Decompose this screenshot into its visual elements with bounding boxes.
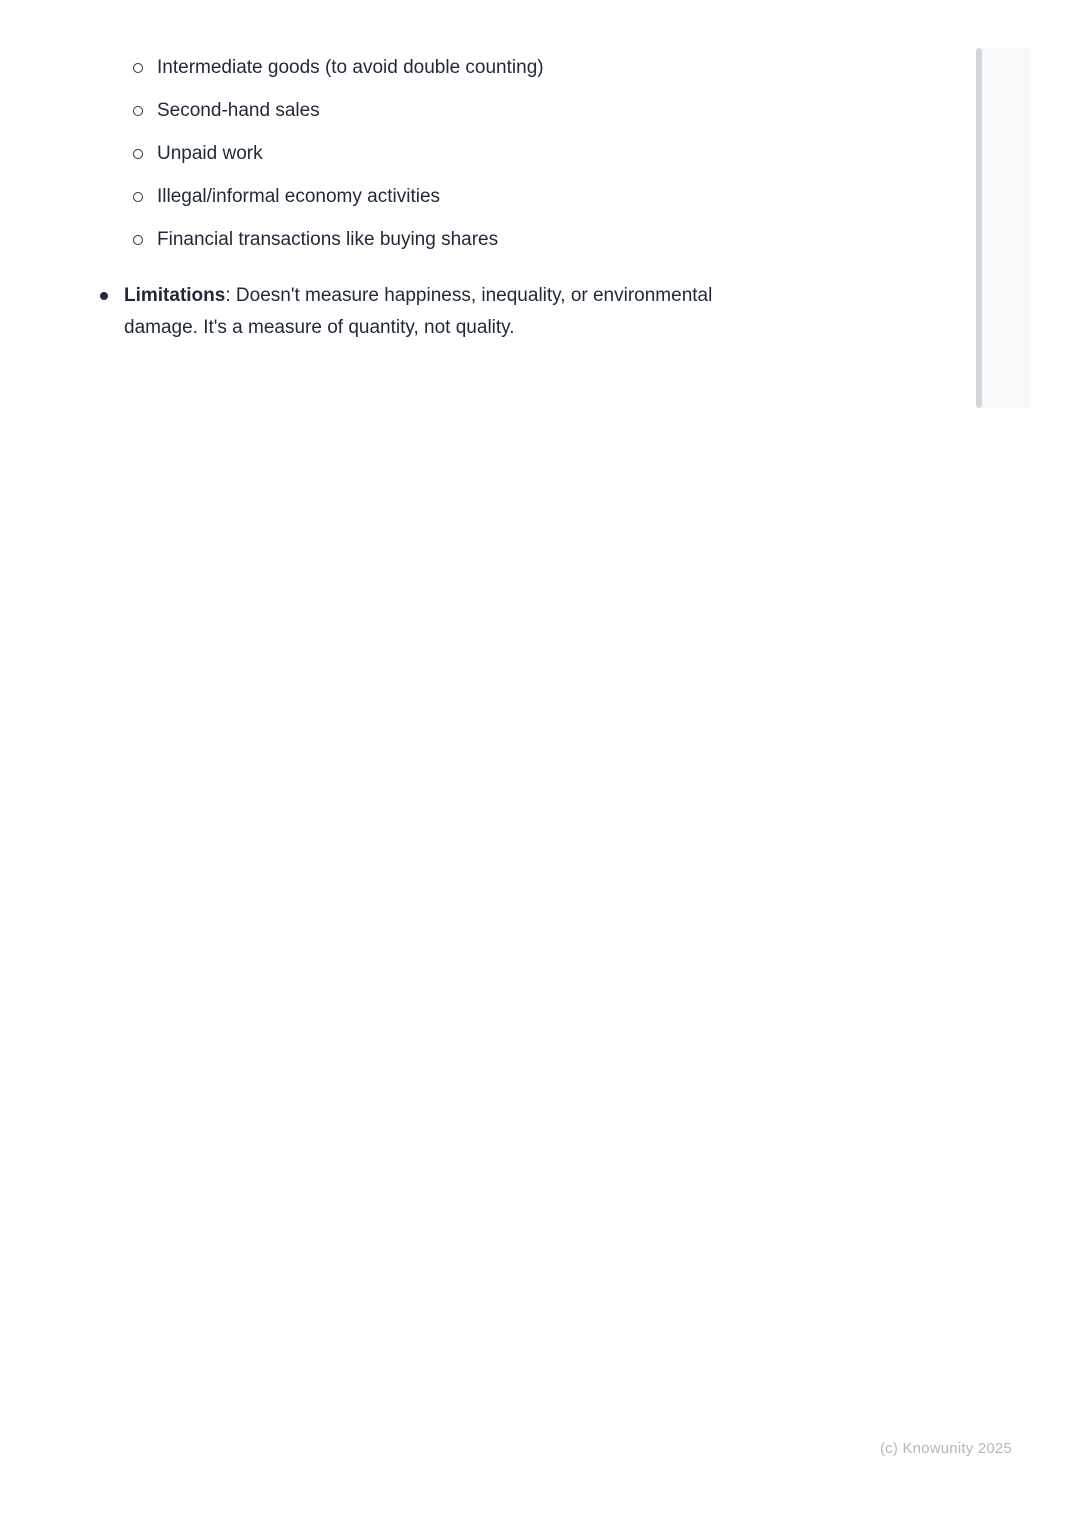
list-item	[133, 97, 544, 125]
circle-bullet-icon	[133, 192, 143, 202]
list-item	[133, 54, 544, 82]
disc-bullet-icon	[100, 292, 108, 300]
list-item-text: Illegal/informal economy activities	[157, 186, 441, 207]
circle-bullet-icon	[133, 106, 143, 116]
limitations-label: Limitations	[124, 285, 226, 306]
list-item	[133, 140, 544, 168]
limitations-text: : Doesn't measure happiness, inequality, or environmental damage. It's a measure of quantity, not quality.	[124, 285, 713, 338]
list-item	[133, 183, 544, 211]
list-item-text: Intermediate goods (to avoid double counting)	[157, 57, 544, 78]
footer-copyright: (c) Knowunity 2025	[879, 1440, 1012, 1457]
scrollbar-track[interactable]	[982, 48, 1031, 408]
limitations-list-item	[100, 280, 772, 344]
list-item-text: Financial transactions like buying shares	[157, 229, 499, 250]
scrollbar	[976, 48, 1031, 408]
list-item-text: Unpaid work	[157, 143, 263, 164]
circle-bullet-icon	[133, 235, 143, 245]
circle-bullet-icon	[133, 149, 143, 159]
list-item-text: Second-hand sales	[157, 100, 320, 121]
exclusions-list	[133, 54, 544, 269]
list-item	[133, 226, 544, 254]
circle-bullet-icon	[133, 63, 143, 73]
